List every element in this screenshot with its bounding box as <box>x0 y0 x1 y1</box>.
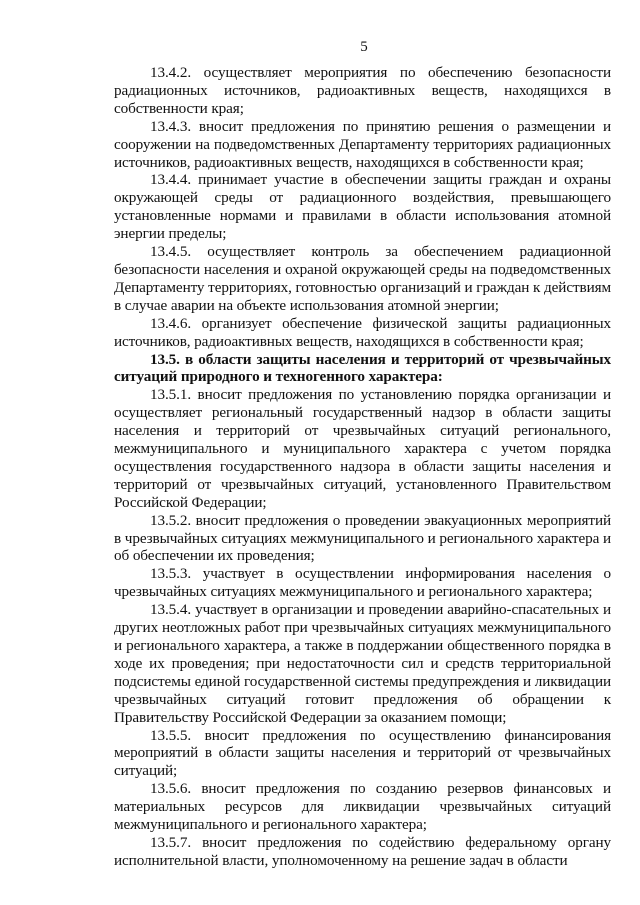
clause-13-5-6: 13.5.6. вносит предложения по созданию резервов финансовых и материальных ресурсов для ликвидации чрезвычайных ситуаций межмуниципального и регионального характера; <box>114 780 611 834</box>
clause-13-4-2: 13.4.2. осуществляет мероприятия по обеспечению безопасности радиационных источников, радиоактивных веществ, находящихся в собственности края; <box>114 64 611 117</box>
clause-13-4-3: 13.4.3. вносит предложения по принятию решения о размещении и сооружении на подведомственных Департаменту территориях радиационных источников, радиоактивных веществ, находящихся в собственности края; <box>114 117 611 171</box>
clause-13-5-7: 13.5.7. вносит предложения по содействию федеральному органу исполнительной власти, уполномоченному на решение задач в области <box>114 833 611 869</box>
clause-13-5-2: 13.5.2. вносит предложения о проведении эвакуационных мероприятий в чрезвычайных ситуациях межмуниципального и регионального характера и об обеспечении их проведения; <box>114 511 611 565</box>
clause-13-5-3: 13.5.3. участвует в осуществлении информирования населения о чрезвычайных ситуациях межмуниципального и регионального характера; <box>114 565 611 601</box>
document-body <box>114 64 611 870</box>
clause-13-4-4: 13.4.4. принимает участие в обеспечении защиты граждан и охраны окружающей среды от радиационного воздействия, превышающего установленные нормами и правилами в области использования атомной энергии пределы; <box>114 171 611 243</box>
clause-13-4-6: 13.4.6. организует обеспечение физической защиты радиационных источников, радиоактивных веществ, находящихся в собственности края; <box>114 314 611 350</box>
section-heading-13-5: 13.5. в области защиты населения и территорий от чрезвычайных ситуаций природного и техногенного характера: <box>114 350 611 386</box>
page-number: 5 <box>360 39 368 55</box>
clause-13-5-4: 13.5.4. участвует в организации и проведении аварийно-спасательных и других неотложных работ при чрезвычайных ситуациях межмуниципального и регионального характера, а также в поддержании общественного порядка в ходе их проведения; при недостаточности сил и средств территориальной подсистемы единой государственной системы предупреждения и ликвидации чрезвычайных ситуаций готовит предложения об обращении к Правительству Российской Федерации за оказанием помощи; <box>114 601 611 726</box>
clause-13-4-5: 13.4.5. осуществляет контроль за обеспечением радиационной безопасности населения и охраной окружающей среды на подведомственных Департаменту территориях, готовностью организаций и граждан к действиям в случае аварии на объекте использования атомной энергии; <box>114 243 611 314</box>
clause-13-5-1: 13.5.1. вносит предложения по установлению порядка организации и осуществляет региональный государственный надзор в области защиты населения и территорий от чрезвычайных ситуаций регионального, межмуниципального и муниципального характера с учетом порядка осуществления государственного надзора в области защиты населения и территорий от чрезвычайных ситуаций, установленного Правительством Российской Федерации; <box>114 386 611 511</box>
clause-13-5-5: 13.5.5. вносит предложения по осуществлению финансирования мероприятий в области защиты населения и территорий от чрезвычайных ситуаций; <box>114 726 611 780</box>
